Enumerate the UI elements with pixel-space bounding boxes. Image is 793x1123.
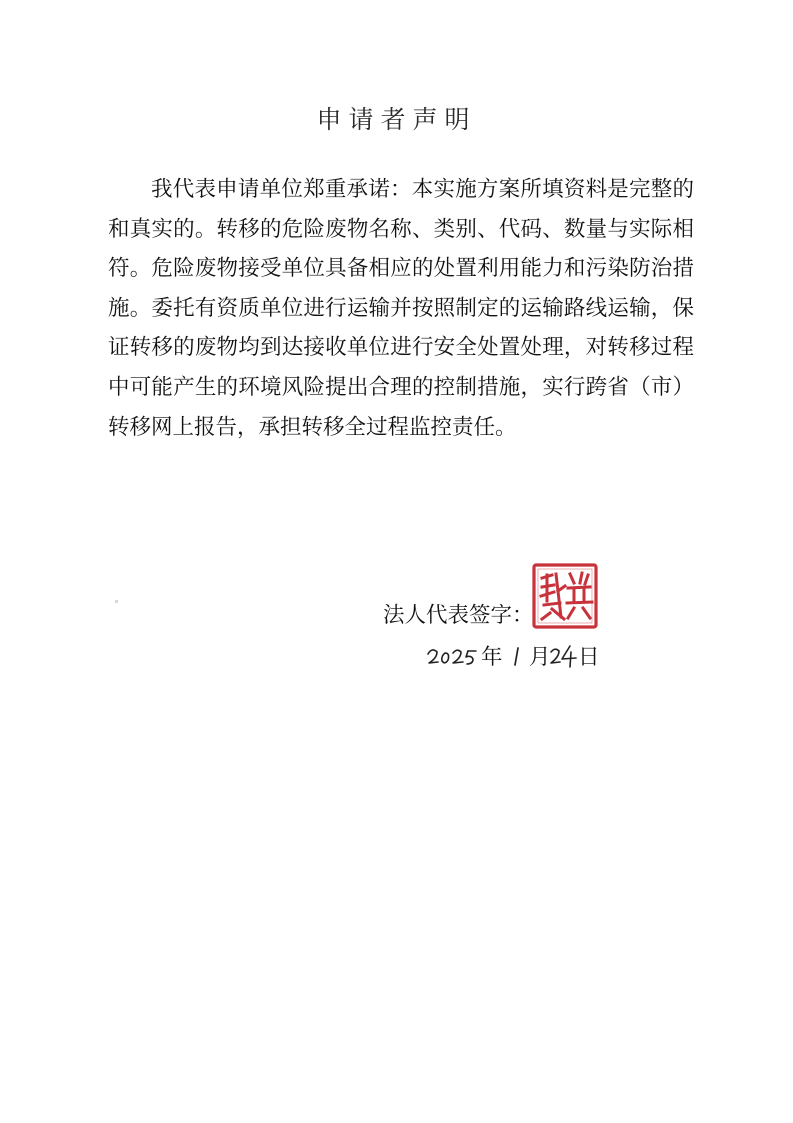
date-month-unit: 月 <box>529 645 551 670</box>
handwritten-day <box>548 638 578 672</box>
handwritten-month <box>506 638 528 672</box>
handwritten-year <box>426 638 478 672</box>
scan-speck <box>115 600 118 603</box>
red-seal-stamp <box>530 561 600 631</box>
date-day-unit: 日 <box>578 645 600 670</box>
declaration-body: 我代表申请单位郑重承诺：本实施方案所填资料是完整的和真实的。转移的危险废物名称、类别、代码、数量与实际相符。危险废物接受单位具备相应的处置利用能力和污染防治措施。委托有资质单位进行运输并按照制定的运输路线运输，保证转移的废物均到达接收单位进行安全处置处理，对转移过程中可能产生的环境风险提出合理的控制措施，实行跨省（市）转移网上报告，承担转移全过程监控责任。 <box>108 177 694 440</box>
date-year-unit: 年 <box>481 645 503 670</box>
signing-date <box>426 638 626 678</box>
page-title: 申请者声明 <box>316 105 477 134</box>
signature-label: 法人代表签字： <box>383 603 534 628</box>
